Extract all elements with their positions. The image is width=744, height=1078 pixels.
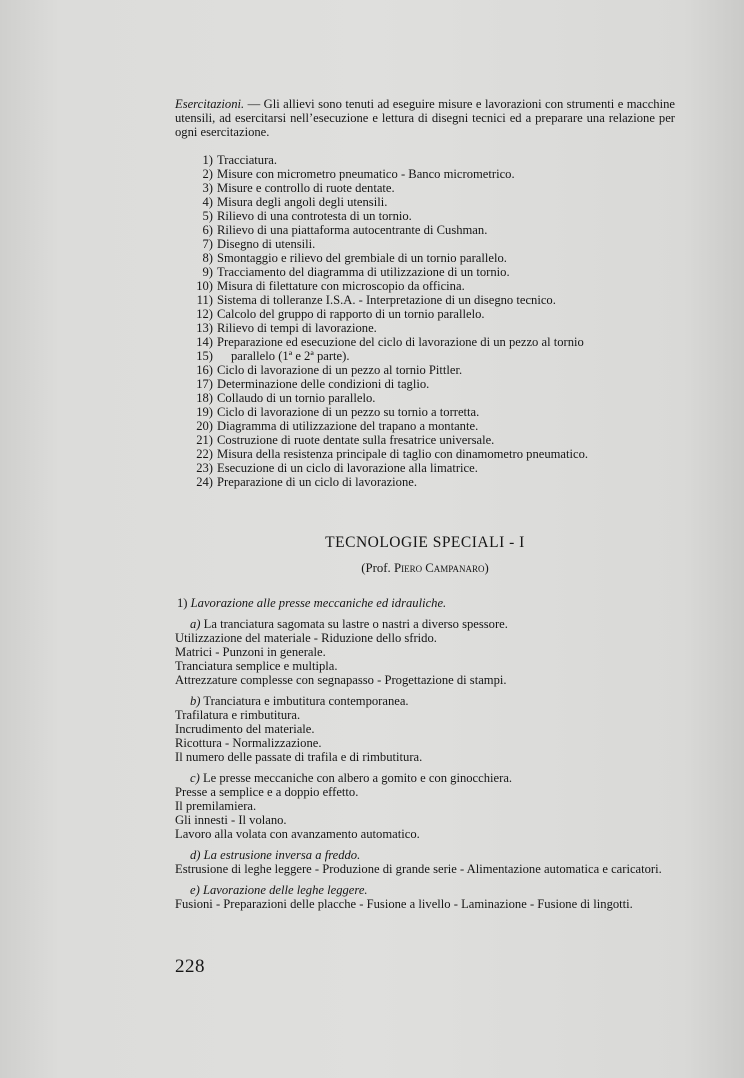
topic-line: Tranciatura semplice e multipla.	[175, 659, 338, 673]
intro-text: — Gli allievi sono tenuti ad eseguire misure e lavorazioni con strumenti e macchine utensili, ad esercitarsi nell’esecuzione e lettura di disegni tecnici ed a preparare una relazione per ogni esercitazione.	[175, 97, 675, 139]
exercise-text: Rilievo di una piattaforma autocentrante di Cushman.	[217, 223, 488, 237]
professor-name: Piero Campanaro	[393, 561, 485, 575]
topic-line: Estrusione di leghe leggere - Produzione di grande serie - Alimentazione automatica e caricatori.	[175, 862, 662, 876]
professor-suffix: )	[484, 561, 489, 575]
exercise-number: 4)	[202, 195, 213, 209]
exercise-text: Disegno di utensili.	[217, 237, 316, 251]
page-number: 228	[175, 956, 205, 977]
exercise-text: parallelo (1ª e 2ª parte).	[231, 349, 350, 363]
topic-label: e)	[190, 883, 200, 897]
topic-line: Il premilamiera.	[175, 799, 257, 813]
exercise-text: Sistema di tolleranze I.S.A. - Interpretazione di un disegno tecnico.	[217, 293, 556, 307]
exercise-number: 11)	[196, 293, 213, 307]
topic-label: b)	[190, 694, 201, 708]
topic-first-line	[175, 617, 675, 631]
exercise-text: Misure e controllo di ruote dentate.	[217, 181, 395, 195]
exercise-text: Determinazione delle condizioni di taglio.	[217, 377, 430, 391]
topic-line: Utilizzazione del materiale - Riduzione dello sfrido.	[175, 631, 437, 645]
topic-first-line	[175, 694, 675, 708]
exercise-item	[190, 405, 675, 419]
topic-block	[175, 617, 675, 687]
exercise-text: Ciclo di lavorazione di un pezzo su tornio a torretta.	[217, 405, 480, 419]
exercise-number: 20)	[196, 419, 213, 433]
topic-line: Il numero delle passate di trafila e di rimbutitura.	[175, 750, 423, 764]
exercise-text: Collaudo di un tornio parallelo.	[217, 391, 376, 405]
exercise-number: 2)	[202, 167, 213, 181]
subsection-number: 1)	[177, 596, 188, 610]
exercise-number: 22)	[196, 447, 213, 461]
exercise-number: 19)	[196, 405, 213, 419]
exercise-number: 10)	[196, 279, 213, 293]
exercise-number: 15)	[196, 349, 213, 363]
exercise-text: Calcolo del gruppo di rapporto di un tornio parallelo.	[217, 307, 485, 321]
exercise-number: 8)	[202, 251, 213, 265]
exercise-text: Esecuzione di un ciclo di lavorazione alla limatrice.	[217, 461, 478, 475]
topic-title: Lavorazione delle leghe leggere.	[202, 883, 368, 897]
topic-line: Matrici - Punzoni in generale.	[175, 645, 326, 659]
exercise-number: 24)	[196, 475, 213, 489]
exercise-text: Misure con micrometro pneumatico - Banco micrometrico.	[217, 167, 515, 181]
topic-line: Trafilatura e rimbutitura.	[175, 708, 301, 722]
topic-line: Tranciatura e imbutitura contemporanea.	[203, 694, 409, 708]
exercise-text: Rilievo di una controtesta di un tornio.	[217, 209, 412, 223]
exercise-item	[190, 265, 675, 279]
exercise-item	[190, 321, 675, 335]
exercise-number: 7)	[202, 237, 213, 251]
exercise-number: 13)	[196, 321, 213, 335]
topic-block	[175, 771, 675, 841]
exercise-item	[190, 167, 675, 181]
exercise-number: 6)	[202, 223, 213, 237]
exercise-item	[190, 223, 675, 237]
exercise-text: Diagramma di utilizzazione del trapano a montante.	[217, 419, 479, 433]
topic-label: d)	[190, 848, 201, 862]
exercise-text: Ciclo di lavorazione di un pezzo al tornio Pittler.	[217, 363, 463, 377]
exercise-item	[190, 419, 675, 433]
exercise-item	[190, 237, 675, 251]
exercise-item	[190, 391, 675, 405]
topic-title: La estrusione inversa a freddo.	[203, 848, 361, 862]
exercise-text: Tracciamento del diagramma di utilizzazione di un tornio.	[217, 265, 510, 279]
exercise-number: 12)	[196, 307, 213, 321]
exercise-item	[190, 363, 675, 377]
exercise-item	[190, 209, 675, 223]
exercise-item	[190, 377, 675, 391]
exercise-item	[190, 307, 675, 321]
exercise-item	[190, 195, 675, 209]
topic-line: Ricottura - Normalizzazione.	[175, 736, 322, 750]
topic-line: Attrezzature complesse con segnapasso - Progettazione di stampi.	[175, 673, 507, 687]
exercise-text: Misura degli angoli degli utensili.	[217, 195, 388, 209]
exercise-number: 5)	[202, 209, 213, 223]
professor-prefix: (Prof.	[361, 561, 394, 575]
subsection-text: Lavorazione alle presse meccaniche ed idrauliche.	[190, 596, 447, 610]
exercise-text: Preparazione di un ciclo di lavorazione.	[217, 475, 418, 489]
topic-line: Lavoro alla volata con avanzamento automatico.	[175, 827, 420, 841]
exercise-item	[190, 279, 675, 293]
topic-label: c)	[190, 771, 200, 785]
exercise-item	[190, 181, 675, 195]
section-heading: TECNOLOGIE SPECIALI - I	[325, 534, 525, 551]
exercise-item	[190, 335, 675, 349]
exercise-number: 1)	[202, 153, 213, 167]
exercise-list	[190, 153, 675, 489]
topic-line: Presse a semplice e a doppio effetto.	[175, 785, 359, 799]
exercise-text: Misura di filettature con microscopio da officina.	[217, 279, 465, 293]
exercise-item	[190, 433, 675, 447]
exercise-number: 17)	[196, 377, 213, 391]
intro-lead: Esercitazioni.	[175, 97, 245, 111]
exercise-number: 18)	[196, 391, 213, 405]
page-content	[175, 97, 675, 911]
exercise-text: Rilievo di tempi di lavorazione.	[217, 321, 377, 335]
topic-block	[175, 883, 675, 911]
topic-line: Gli innesti - Il volano.	[175, 813, 287, 827]
topic-line: Incrudimento del materiale.	[175, 722, 315, 736]
topic-first-line	[175, 848, 675, 862]
topic-line: La tranciatura sagomata su lastre o nastri a diverso spessore.	[203, 617, 508, 631]
exercise-text: Costruzione di ruote dentate sulla fresatrice universale.	[217, 433, 495, 447]
professor-line	[175, 561, 675, 575]
topic-first-line	[175, 883, 675, 897]
exercise-item	[190, 461, 675, 475]
topic-blocks	[175, 617, 675, 911]
topic-block	[175, 694, 675, 764]
exercise-number: 9)	[202, 265, 213, 279]
exercise-text: Smontaggio e rilievo del grembiale di un tornio parallelo.	[217, 251, 507, 265]
exercise-number: 16)	[196, 363, 213, 377]
exercise-number: 3)	[202, 181, 213, 195]
topic-label: a)	[190, 617, 201, 631]
exercise-text: Misura della resistenza principale di taglio con dinamometro pneumatico.	[217, 447, 589, 461]
exercise-item	[190, 475, 675, 489]
exercise-number: 23)	[196, 461, 213, 475]
exercise-item	[190, 251, 675, 265]
topic-first-line	[175, 771, 675, 785]
exercise-text: Tracciatura.	[217, 153, 278, 167]
exercise-text: Preparazione ed esecuzione del ciclo di lavorazione di un pezzo al tornio	[217, 335, 584, 349]
exercise-item	[190, 349, 675, 363]
exercise-item	[190, 293, 675, 307]
exercise-item	[190, 153, 675, 167]
subsection-title	[175, 596, 675, 610]
exercise-number: 14)	[196, 335, 213, 349]
topic-block	[175, 848, 675, 876]
exercise-number: 21)	[196, 433, 213, 447]
intro-paragraph	[175, 97, 675, 139]
exercise-item	[190, 447, 675, 461]
topic-line: Le presse meccaniche con albero a gomito e con ginocchiera.	[202, 771, 513, 785]
topic-line: Fusioni - Preparazioni delle placche - Fusione a livello - Laminazione - Fusione di lingotti.	[175, 897, 633, 911]
